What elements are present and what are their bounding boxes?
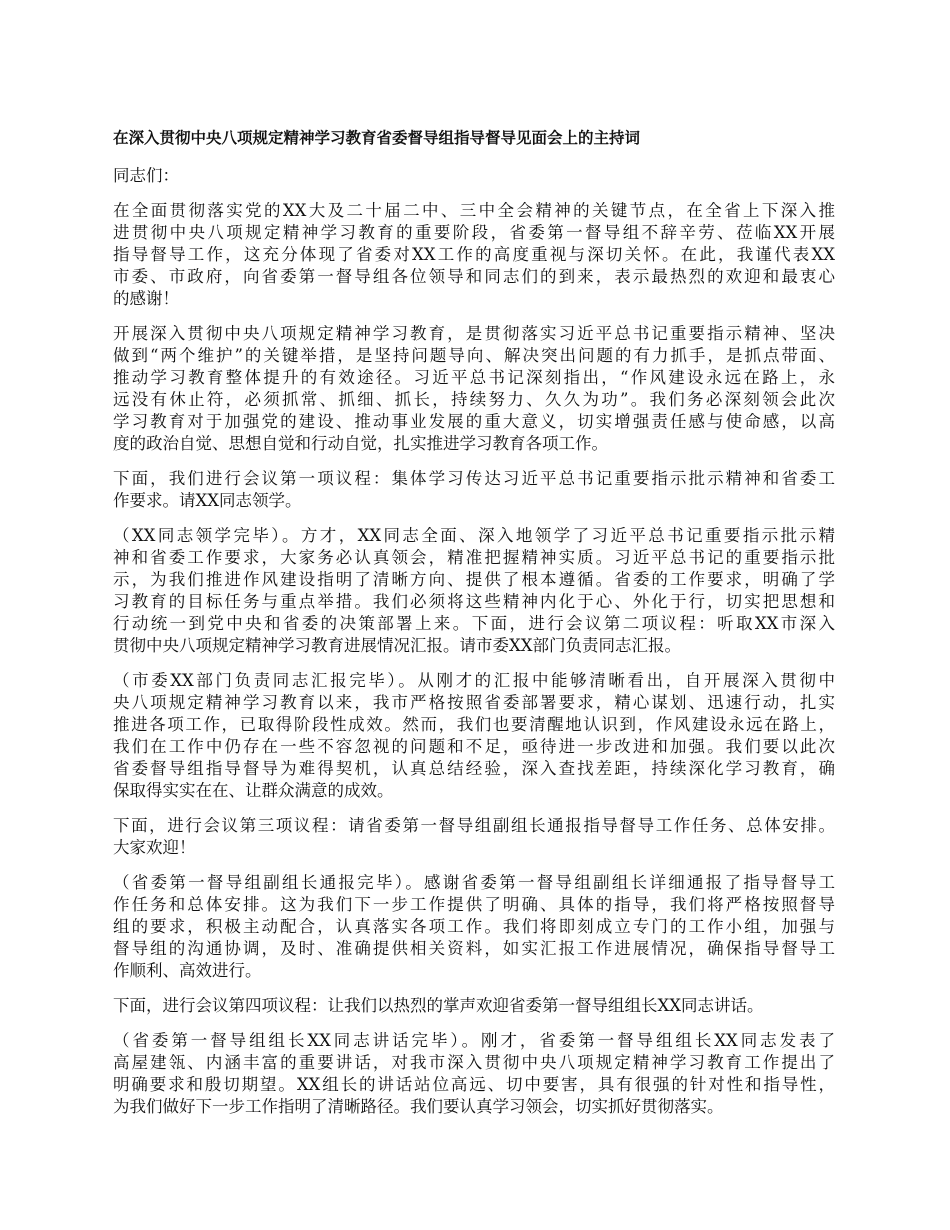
text-line: 推动学习教育整体提升的有效途径。习近平总书记深刻指出，“作风建设永远在路上，永: [113, 368, 835, 387]
text-line: 示，为我们推进作风建设指明了清晰方向、提供了根本遵循。省委的工作要求，明确了学: [113, 570, 835, 589]
text-line: 推进各项工作，已取得阶段性成效。然而，我们也要清醒地认识到，作风建设永远在路上，: [113, 715, 835, 734]
paragraph: [113, 525, 835, 657]
text-line: 下面，我们进行会议第一项议程：集体学习传达习近平总书记重要指示批示精神和省委工: [113, 469, 835, 488]
text-line: （省委第一督导组副组长通报完毕）。感谢省委第一督导组副组长详细通报了指导督导工: [113, 873, 835, 892]
text-line: 神和省委工作要求，大家务必认真领会，精准把握精神实质。习近平总书记的重要指示批: [113, 548, 835, 567]
text-line: 组的要求，积极主动配合，认真落实各项工作。我们将即刻成立专门的工作小组，加强与: [113, 917, 835, 936]
text-line: 大家欢迎！: [113, 838, 196, 857]
text-line: 学习教育对于加强党的建设、推动事业发展的重大意义，切实增强责任感与使命感，以高: [113, 412, 835, 431]
paragraph: [113, 815, 835, 859]
text-line: 在全面贯彻落实党的XX大及二十届二中、三中全会精神的关键节点，在全省上下深入推: [113, 201, 835, 220]
text-line: 作任务和总体安排。这为我们下一步工作提供了明确、具体的指导，我们将严格按照督导: [113, 895, 835, 914]
paragraph: [113, 323, 835, 455]
text-line: 远没有休止符，必须抓常、抓细、抓长，持续努力、久久为功”。我们务必深刻领会此次: [113, 390, 835, 409]
text-line: 下面，进行会议第三项议程：请省委第一督导组副组长通报指导督导工作任务、总体安排。: [113, 816, 835, 835]
text-line: 市委、市政府，向省委第一督导组各位领导和同志们的到来，表示最热烈的欢迎和最衷心: [113, 267, 835, 286]
salutation: [113, 165, 835, 187]
text-line: 保取得实实在在、让群众满意的成效。: [113, 781, 394, 800]
text-line: 的感谢！: [113, 289, 179, 308]
text-line: 作顺利、高效进行。: [113, 961, 262, 980]
document-page: [113, 127, 835, 1131]
document-body: [113, 165, 835, 1118]
document-title: 在深入贯彻中央八项规定精神学习教育省委督导组指导督导见面会上的主持词: [113, 128, 641, 147]
text-line: 同志们：: [113, 166, 179, 185]
text-line: 督导组的沟通协调，及时、准确提供相关资料，如实汇报工作进展情况，确保指导督导工: [113, 939, 835, 958]
text-line: （省委第一督导组组长XX同志讲话完毕）。刚才，省委第一督导组组长XX同志发表了: [113, 1031, 835, 1050]
paragraph: [113, 872, 835, 982]
text-line: 央八项规定精神学习教育以来，我市严格按照省委部署要求，精心谋划、迅速行动，扎实: [113, 693, 835, 712]
text-line: 进贯彻中央八项规定精神学习教育的重要阶段，省委第一督导组不辞辛劳、莅临XX开展: [113, 223, 835, 242]
text-line: 明确要求和殷切期望。XX组长的讲话站位高远、切中要害，具有很强的针对性和指导性，: [113, 1075, 835, 1094]
text-line: （XX同志领学完毕）。方才，XX同志全面、深入地领学了习近平总书记重要指示批示精: [113, 526, 835, 545]
text-line: 行动统一到党中央和省委的决策部署上来。下面，进行会议第二项议程：听取XX市深入: [113, 614, 835, 633]
text-line: 下面，进行会议第四项议程：让我们以热烈的掌声欢迎省委第一督导组组长XX同志讲话。: [113, 996, 764, 1015]
text-line: 我们在工作中仍存在一些不容忽视的问题和不足，亟待进一步改进和加强。我们要以此次: [113, 737, 835, 756]
text-line: （市委XX部门负责同志汇报完毕）。从刚才的汇报中能够清晰看出，自开展深入贯彻中: [113, 671, 835, 690]
text-line: 贯彻中央八项规定精神学习教育进展情况汇报。请市委XX部门负责同志汇报。: [113, 636, 681, 655]
text-line: 开展深入贯彻中央八项规定精神学习教育，是贯彻落实习近平总书记重要指示精神、坚决: [113, 324, 835, 343]
text-line: 习教育的目标任务与重点举措。我们必须将这些精神内化于心、外化于行，切实把思想和: [113, 592, 835, 611]
text-line: 省委督导组指导督导为难得契机，认真总结经验，深入查找差距，持续深化学习教育，确: [113, 759, 835, 778]
text-line: 指导督导工作，这充分体现了省委对XX工作的高度重视与深切关怀。在此，我谨代表XX: [113, 245, 835, 264]
text-line: 度的政治自觉、思想自觉和行动自觉，扎实推进学习教育各项工作。: [113, 434, 608, 453]
paragraph: [113, 468, 835, 512]
paragraph: [113, 670, 835, 802]
text-line: 为我们做好下一步工作指明了清晰路径。我们要认真学习领会，切实抓好贯彻落实。: [113, 1097, 724, 1116]
text-line: 高屋建瓴、内涵丰富的重要讲话，对我市深入贯彻中央八项规定精神学习教育工作提出了: [113, 1053, 835, 1072]
paragraph: [113, 995, 835, 1017]
text-line: 作要求。请XX同志领学。: [113, 491, 302, 510]
paragraph: [113, 1030, 835, 1118]
text-line: 做到“两个维护”的关键举措，是坚持问题导向、解决突出问题的有力抓手，是抓点带面、: [113, 346, 835, 365]
paragraph: [113, 200, 835, 310]
